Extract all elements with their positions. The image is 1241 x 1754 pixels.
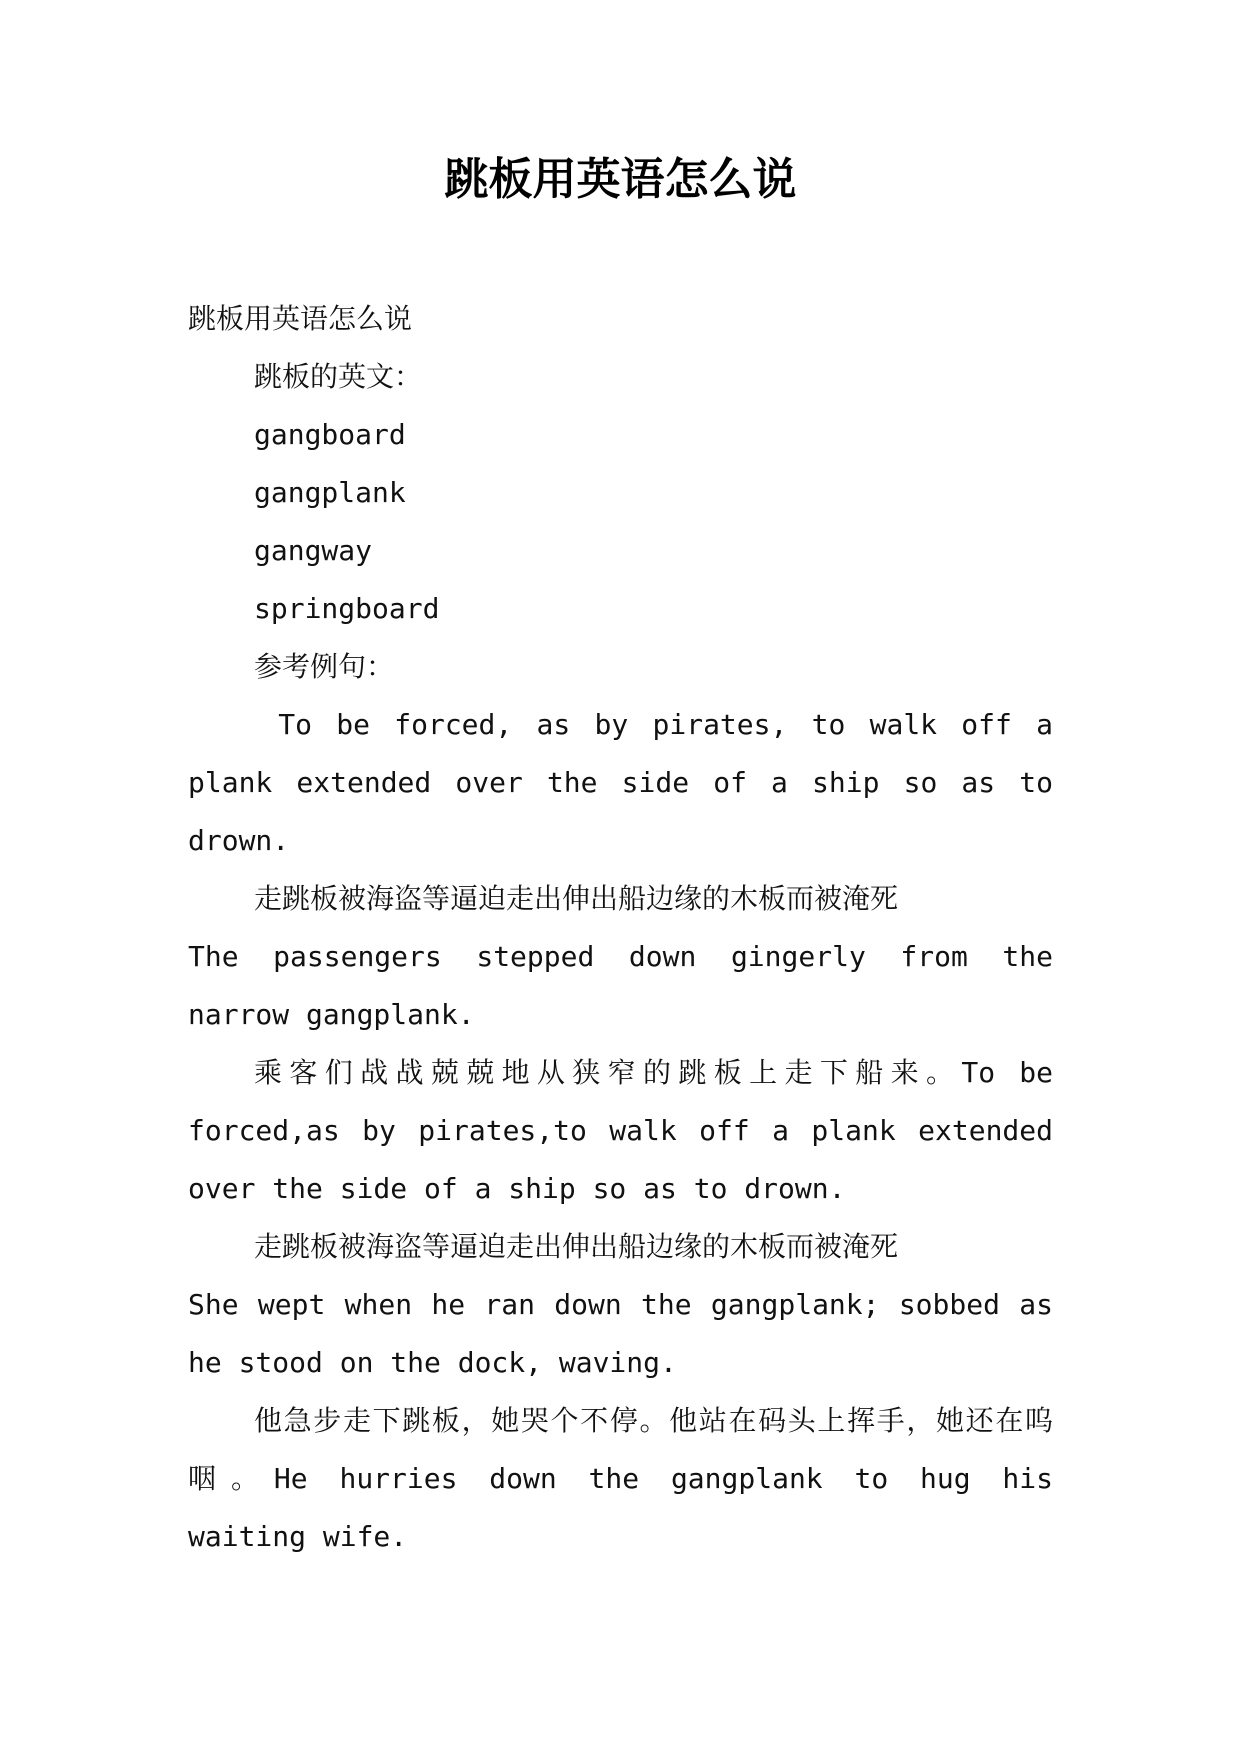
word-item: gangboard — [254, 418, 406, 451]
english-heading: 跳板的英文： — [254, 360, 423, 393]
example-paragraph: 走跳板被海盗等逼迫走出伸出船边缘的木板而被淹死 — [254, 1230, 899, 1263]
example-paragraph: 他急步走下跳板，她哭个不停。他站在码头上挥手，她还在呜咽。He hurries down the gangplank to hug his waiting wife. — [188, 1404, 1053, 1553]
example-paragraph: 乘客们战战兢兢地从狭窄的跳板上走下船来。To be forced,as by pirates,to walk off a plank extended over the side of a ship so as to drown. — [188, 1056, 1053, 1205]
page-title: 跳板用英语怎么说 — [444, 154, 797, 205]
examples-heading: 参考例句： — [254, 650, 395, 683]
example-paragraph: The passengers stepped down gingerly from the narrow gangplank. — [188, 940, 1053, 1031]
example-paragraph: She wept when he ran down the gangplank; sobbed as he stood on the dock, waving. — [188, 1288, 1053, 1379]
word-item: gangplank — [254, 476, 406, 509]
word-item: gangway — [254, 534, 373, 567]
example-paragraph: 走跳板被海盗等逼迫走出伸出船边缘的木板而被淹死 — [254, 882, 899, 915]
subtitle-line: 跳板用英语怎么说 — [188, 302, 413, 335]
document-body — [188, 290, 1070, 1566]
example-paragraph: To be forced, as by pirates, to walk off a plank extended over the side of a ship so as to drown. — [188, 708, 1070, 857]
word-item: springboard — [254, 592, 440, 625]
